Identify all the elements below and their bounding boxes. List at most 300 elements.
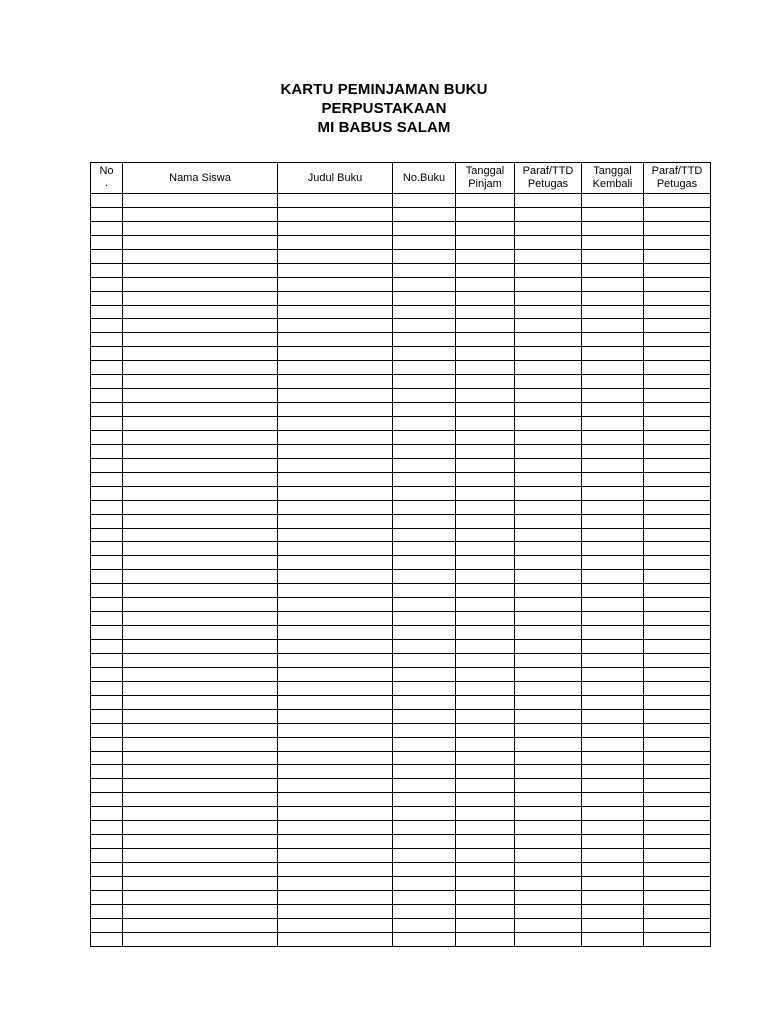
table-cell — [123, 807, 278, 821]
table-cell — [582, 737, 644, 751]
table-cell — [515, 598, 582, 612]
table-cell — [123, 319, 278, 333]
table-cell — [456, 430, 515, 444]
table-cell — [278, 207, 393, 221]
table-cell — [91, 444, 123, 458]
table-cell — [278, 821, 393, 835]
table-cell — [515, 821, 582, 835]
table-cell — [456, 221, 515, 235]
table-cell — [123, 751, 278, 765]
table-row — [91, 500, 711, 514]
table-cell — [515, 640, 582, 654]
table-cell — [515, 291, 582, 305]
table-cell — [456, 904, 515, 918]
table-cell — [393, 807, 456, 821]
table-cell — [515, 695, 582, 709]
table-cell — [123, 291, 278, 305]
table-row — [91, 486, 711, 500]
table-cell — [456, 207, 515, 221]
header-paraf-petugas-2 — [644, 163, 711, 194]
header-nama-siswa: Nama Siswa — [123, 163, 278, 194]
table-cell — [278, 793, 393, 807]
table-cell — [515, 863, 582, 877]
table-cell — [515, 723, 582, 737]
table-cell — [515, 653, 582, 667]
table-cell — [582, 723, 644, 737]
table-cell — [393, 793, 456, 807]
table-cell — [123, 305, 278, 319]
table-cell — [393, 444, 456, 458]
table-cell — [393, 932, 456, 946]
table-row — [91, 263, 711, 277]
header-tanggal-pinjam-line2: Pinjam — [468, 178, 502, 190]
table-cell — [456, 737, 515, 751]
table-cell — [393, 667, 456, 681]
table-cell — [644, 194, 711, 208]
table-cell — [123, 542, 278, 556]
table-cell — [582, 640, 644, 654]
table-cell — [515, 932, 582, 946]
table-cell — [393, 305, 456, 319]
table-cell — [515, 207, 582, 221]
table-cell — [582, 430, 644, 444]
table-cell — [456, 319, 515, 333]
table-row — [91, 403, 711, 417]
table-cell — [393, 904, 456, 918]
table-cell — [515, 807, 582, 821]
table-cell — [393, 751, 456, 765]
table-cell — [456, 249, 515, 263]
table-cell — [644, 598, 711, 612]
table-body — [91, 194, 711, 947]
table-cell — [456, 765, 515, 779]
table-cell — [393, 277, 456, 291]
table-cell — [582, 444, 644, 458]
table-cell — [582, 291, 644, 305]
table-cell — [91, 667, 123, 681]
table-cell — [644, 779, 711, 793]
table-cell — [91, 737, 123, 751]
table-cell — [644, 835, 711, 849]
table-cell — [644, 430, 711, 444]
table-cell — [515, 389, 582, 403]
table-cell — [278, 695, 393, 709]
table-cell — [278, 472, 393, 486]
table-cell — [582, 807, 644, 821]
table-row — [91, 681, 711, 695]
table-row — [91, 807, 711, 821]
table-cell — [582, 918, 644, 932]
table-cell — [582, 486, 644, 500]
table-cell — [582, 598, 644, 612]
table-cell — [644, 821, 711, 835]
table-cell — [515, 486, 582, 500]
table-cell — [582, 417, 644, 431]
table-cell — [278, 612, 393, 626]
table-cell — [456, 695, 515, 709]
table-cell — [456, 417, 515, 431]
table-cell — [278, 375, 393, 389]
table-cell — [456, 890, 515, 904]
table-cell — [515, 500, 582, 514]
table-cell — [123, 612, 278, 626]
table-cell — [393, 458, 456, 472]
table-cell — [582, 751, 644, 765]
table-cell — [123, 849, 278, 863]
table-cell — [644, 235, 711, 249]
table-cell — [123, 626, 278, 640]
table-cell — [123, 556, 278, 570]
table-cell — [515, 542, 582, 556]
table-row — [91, 612, 711, 626]
table-cell — [123, 235, 278, 249]
table-cell — [91, 500, 123, 514]
table-cell — [123, 653, 278, 667]
table-cell — [278, 640, 393, 654]
table-row — [91, 333, 711, 347]
table-cell — [515, 584, 582, 598]
table-row — [91, 863, 711, 877]
table-cell — [278, 667, 393, 681]
table-row — [91, 932, 711, 946]
table-cell — [582, 890, 644, 904]
table-cell — [582, 333, 644, 347]
table-cell — [456, 542, 515, 556]
table-cell — [123, 918, 278, 932]
table-cell — [278, 556, 393, 570]
header-paraf-1-line2: Petugas — [527, 178, 569, 190]
table-cell — [515, 194, 582, 208]
table-cell — [91, 779, 123, 793]
table-cell — [582, 904, 644, 918]
table-cell — [456, 333, 515, 347]
table-cell — [278, 277, 393, 291]
table-cell — [91, 542, 123, 556]
table-cell — [91, 863, 123, 877]
table-cell — [582, 458, 644, 472]
table-cell — [278, 849, 393, 863]
table-cell — [644, 681, 711, 695]
table-cell — [644, 528, 711, 542]
table-cell — [123, 277, 278, 291]
table-cell — [644, 207, 711, 221]
table-cell — [123, 514, 278, 528]
table-cell — [515, 444, 582, 458]
table-cell — [456, 277, 515, 291]
table-cell — [582, 653, 644, 667]
table-cell — [582, 500, 644, 514]
table-cell — [393, 263, 456, 277]
table-row — [91, 793, 711, 807]
table-row — [91, 194, 711, 208]
table-cell — [278, 835, 393, 849]
table-cell — [123, 444, 278, 458]
table-cell — [123, 598, 278, 612]
table-cell — [393, 514, 456, 528]
table-row — [91, 821, 711, 835]
table-cell — [393, 584, 456, 598]
table-cell — [644, 890, 711, 904]
table-cell — [393, 918, 456, 932]
table-cell — [582, 514, 644, 528]
table-row — [91, 417, 711, 431]
header-paraf-2-line1: Paraf/TTD — [651, 165, 703, 177]
table-cell — [393, 347, 456, 361]
table-cell — [644, 584, 711, 598]
table-cell — [91, 904, 123, 918]
table-cell — [582, 305, 644, 319]
table-cell — [582, 821, 644, 835]
table-row — [91, 849, 711, 863]
table-cell — [582, 528, 644, 542]
table-cell — [456, 751, 515, 765]
table-cell — [515, 570, 582, 584]
table-cell — [278, 417, 393, 431]
table-cell — [123, 430, 278, 444]
table-cell — [644, 932, 711, 946]
table-cell — [393, 626, 456, 640]
table-cell — [456, 235, 515, 249]
table-row — [91, 235, 711, 249]
table-cell — [456, 626, 515, 640]
table-cell — [515, 305, 582, 319]
table-cell — [393, 876, 456, 890]
table-cell — [393, 598, 456, 612]
table-cell — [278, 681, 393, 695]
table-cell — [644, 626, 711, 640]
table-cell — [278, 221, 393, 235]
header-no — [91, 163, 123, 194]
table-row — [91, 361, 711, 375]
table-cell — [91, 319, 123, 333]
table-cell — [582, 695, 644, 709]
table-cell — [644, 863, 711, 877]
table-row — [91, 890, 711, 904]
table-cell — [278, 305, 393, 319]
table-row — [91, 347, 711, 361]
table-cell — [278, 514, 393, 528]
table-cell — [582, 207, 644, 221]
table-row — [91, 695, 711, 709]
table-row — [91, 709, 711, 723]
table-cell — [278, 444, 393, 458]
table-cell — [278, 486, 393, 500]
table-row — [91, 542, 711, 556]
table-cell — [456, 835, 515, 849]
table-row — [91, 375, 711, 389]
table-cell — [582, 556, 644, 570]
table-cell — [644, 403, 711, 417]
table-row — [91, 918, 711, 932]
table-cell — [582, 361, 644, 375]
table-cell — [644, 751, 711, 765]
table-cell — [582, 347, 644, 361]
table-cell — [456, 681, 515, 695]
table-cell — [278, 890, 393, 904]
table-cell — [456, 361, 515, 375]
table-row — [91, 305, 711, 319]
table-cell — [456, 556, 515, 570]
table-cell — [123, 347, 278, 361]
table-cell — [582, 375, 644, 389]
table-cell — [582, 667, 644, 681]
table-cell — [91, 653, 123, 667]
table-cell — [393, 291, 456, 305]
table-cell — [123, 403, 278, 417]
table-cell — [91, 458, 123, 472]
table-cell — [123, 263, 278, 277]
table-cell — [278, 932, 393, 946]
table-cell — [644, 709, 711, 723]
table-cell — [456, 528, 515, 542]
table-cell — [123, 779, 278, 793]
table-cell — [278, 570, 393, 584]
table-cell — [91, 584, 123, 598]
table-cell — [393, 500, 456, 514]
table-cell — [91, 486, 123, 500]
table-cell — [393, 695, 456, 709]
table-cell — [91, 291, 123, 305]
table-cell — [278, 235, 393, 249]
table-cell — [91, 375, 123, 389]
table-cell — [123, 737, 278, 751]
header-paraf-1-line1: Paraf/TTD — [522, 165, 574, 177]
table-cell — [456, 263, 515, 277]
table-cell — [582, 612, 644, 626]
table-cell — [123, 863, 278, 877]
table-cell — [91, 263, 123, 277]
table-cell — [644, 640, 711, 654]
table-cell — [582, 584, 644, 598]
table-cell — [393, 640, 456, 654]
table-cell — [644, 612, 711, 626]
table-cell — [91, 403, 123, 417]
table-cell — [393, 556, 456, 570]
table-cell — [278, 653, 393, 667]
table-cell — [515, 737, 582, 751]
table-cell — [123, 528, 278, 542]
table-cell — [393, 528, 456, 542]
table-cell — [278, 737, 393, 751]
table-cell — [393, 570, 456, 584]
table-cell — [456, 863, 515, 877]
table-cell — [393, 681, 456, 695]
table-cell — [644, 305, 711, 319]
table-cell — [278, 430, 393, 444]
table-cell — [393, 709, 456, 723]
table-cell — [91, 807, 123, 821]
table-cell — [582, 472, 644, 486]
table-row — [91, 584, 711, 598]
table-cell — [644, 723, 711, 737]
table-cell — [456, 514, 515, 528]
table-cell — [582, 849, 644, 863]
header-tanggal-pinjam — [456, 163, 515, 194]
table-cell — [91, 194, 123, 208]
table-cell — [644, 514, 711, 528]
table-cell — [393, 319, 456, 333]
table-cell — [91, 876, 123, 890]
table-cell — [123, 793, 278, 807]
table-cell — [644, 375, 711, 389]
table-cell — [456, 444, 515, 458]
table-cell — [278, 403, 393, 417]
table-row — [91, 291, 711, 305]
table-cell — [393, 389, 456, 403]
table-row — [91, 514, 711, 528]
table-cell — [644, 570, 711, 584]
table-row — [91, 458, 711, 472]
header-judul-buku: Judul Buku — [278, 163, 393, 194]
table-cell — [456, 375, 515, 389]
table-cell — [515, 793, 582, 807]
table-cell — [278, 542, 393, 556]
table-cell — [515, 430, 582, 444]
table-cell — [644, 556, 711, 570]
document-title — [0, 80, 768, 137]
table-cell — [278, 528, 393, 542]
table-cell — [515, 835, 582, 849]
table-cell — [456, 876, 515, 890]
table-cell — [91, 640, 123, 654]
table-cell — [91, 277, 123, 291]
table-cell — [644, 389, 711, 403]
table-cell — [456, 779, 515, 793]
table-cell — [393, 333, 456, 347]
table-cell — [515, 667, 582, 681]
table-cell — [123, 361, 278, 375]
table-cell — [393, 417, 456, 431]
table-cell — [456, 584, 515, 598]
table-cell — [123, 932, 278, 946]
table-cell — [278, 779, 393, 793]
table-cell — [515, 417, 582, 431]
table-cell — [515, 333, 582, 347]
table-cell — [644, 807, 711, 821]
table-cell — [515, 235, 582, 249]
table-cell — [278, 876, 393, 890]
header-no-buku: No.Buku — [393, 163, 456, 194]
table-row — [91, 556, 711, 570]
table-row — [91, 570, 711, 584]
table-cell — [91, 835, 123, 849]
table-cell — [644, 249, 711, 263]
table-cell — [456, 570, 515, 584]
table-cell — [278, 389, 393, 403]
table-cell — [515, 375, 582, 389]
table-cell — [515, 277, 582, 291]
table-cell — [91, 709, 123, 723]
table-cell — [582, 542, 644, 556]
table-row — [91, 723, 711, 737]
table-cell — [278, 319, 393, 333]
table-row — [91, 667, 711, 681]
table-row — [91, 444, 711, 458]
table-cell — [278, 458, 393, 472]
table-cell — [123, 876, 278, 890]
table-cell — [515, 779, 582, 793]
table-cell — [644, 500, 711, 514]
table-cell — [515, 681, 582, 695]
table-cell — [582, 235, 644, 249]
table-cell — [644, 486, 711, 500]
table-cell — [278, 263, 393, 277]
header-paraf-2-line2: Petugas — [656, 178, 698, 190]
table-cell — [278, 291, 393, 305]
table-cell — [278, 584, 393, 598]
table-cell — [582, 277, 644, 291]
table-cell — [515, 876, 582, 890]
